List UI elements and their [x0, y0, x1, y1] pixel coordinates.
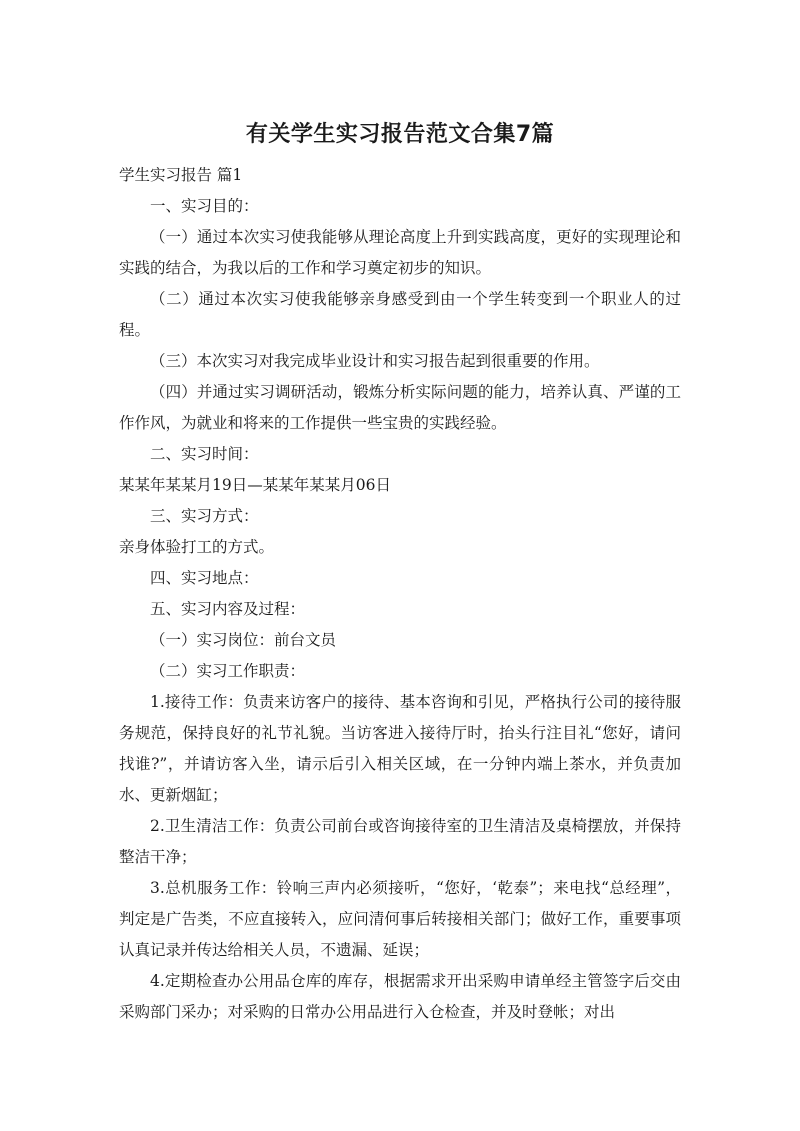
paragraph: 学生实习报告 篇1 [119, 166, 243, 184]
paragraph: 1.接待工作：负责来访客户的接待、基本咨询和引见，严格执行公司的接待服务规范，保持良好的礼节礼貌。当访客进入接待厅时，抬头行注目礼“您好，请问找谁?”，并请访客入坐，请示后引入相关区域，在一分钟内端上茶水，并负责加水、更新烟缸； [119, 693, 681, 804]
paragraph: 某某年某某月19日—某某年某某月06日 [119, 476, 391, 494]
paragraph: （二）实习工作职责： [150, 662, 306, 680]
paragraph: 3.总机服务工作：铃响三声内必须接听，“您好，‘乾泰”；来电找“总经理”，判定是广告类，不应直接转入，应问清何事后转接相关部门；做好工作，重要事项认真记录并传达给相关人员，不遗漏、延误； [119, 879, 681, 959]
document-body [119, 160, 681, 1028]
paragraph: 2.卫生清洁工作：负责公司前台或咨询接待室的卫生清洁及桌椅摆放，并保持整洁干净； [119, 817, 681, 866]
paragraph: 亲身体验打工的方式。 [119, 538, 275, 556]
paragraph: 五、实习内容及过程： [150, 600, 306, 618]
paragraph: 三、实习方式： [150, 507, 259, 525]
paragraph: （二）通过本次实习使我能够亲身感受到由一个学生转变到一个职业人的过程。 [119, 290, 681, 339]
document-title: 有关学生实习报告范文合集7篇 [245, 122, 555, 147]
paragraph: 二、实习时间： [150, 445, 259, 463]
paragraph: （四）并通过实习调研活动，锻炼分析实际问题的能力，培养认真、严谨的工作作风，为就业和将来的工作提供一些宝贵的实践经验。 [119, 383, 681, 432]
paragraph: 一、实习目的： [150, 197, 259, 215]
paragraph: （一）实习岗位：前台文员 [150, 631, 337, 649]
paragraph: （三）本次实习对我完成毕业设计和实习报告起到很重要的作用。 [150, 352, 600, 370]
paragraph: 四、实习地点： [150, 569, 259, 587]
paragraph: 4.定期检查办公用品仓库的库存，根据需求开出采购申请单经主管签字后交由采购部门采办；对采购的日常办公用品进行入仓检查，并及时登帐；对出 [119, 972, 681, 1021]
paragraph: （一）通过本次实习使我能够从理论高度上升到实践高度，更好的实现理论和实践的结合，为我以后的工作和学习奠定初步的知识。 [119, 228, 681, 277]
